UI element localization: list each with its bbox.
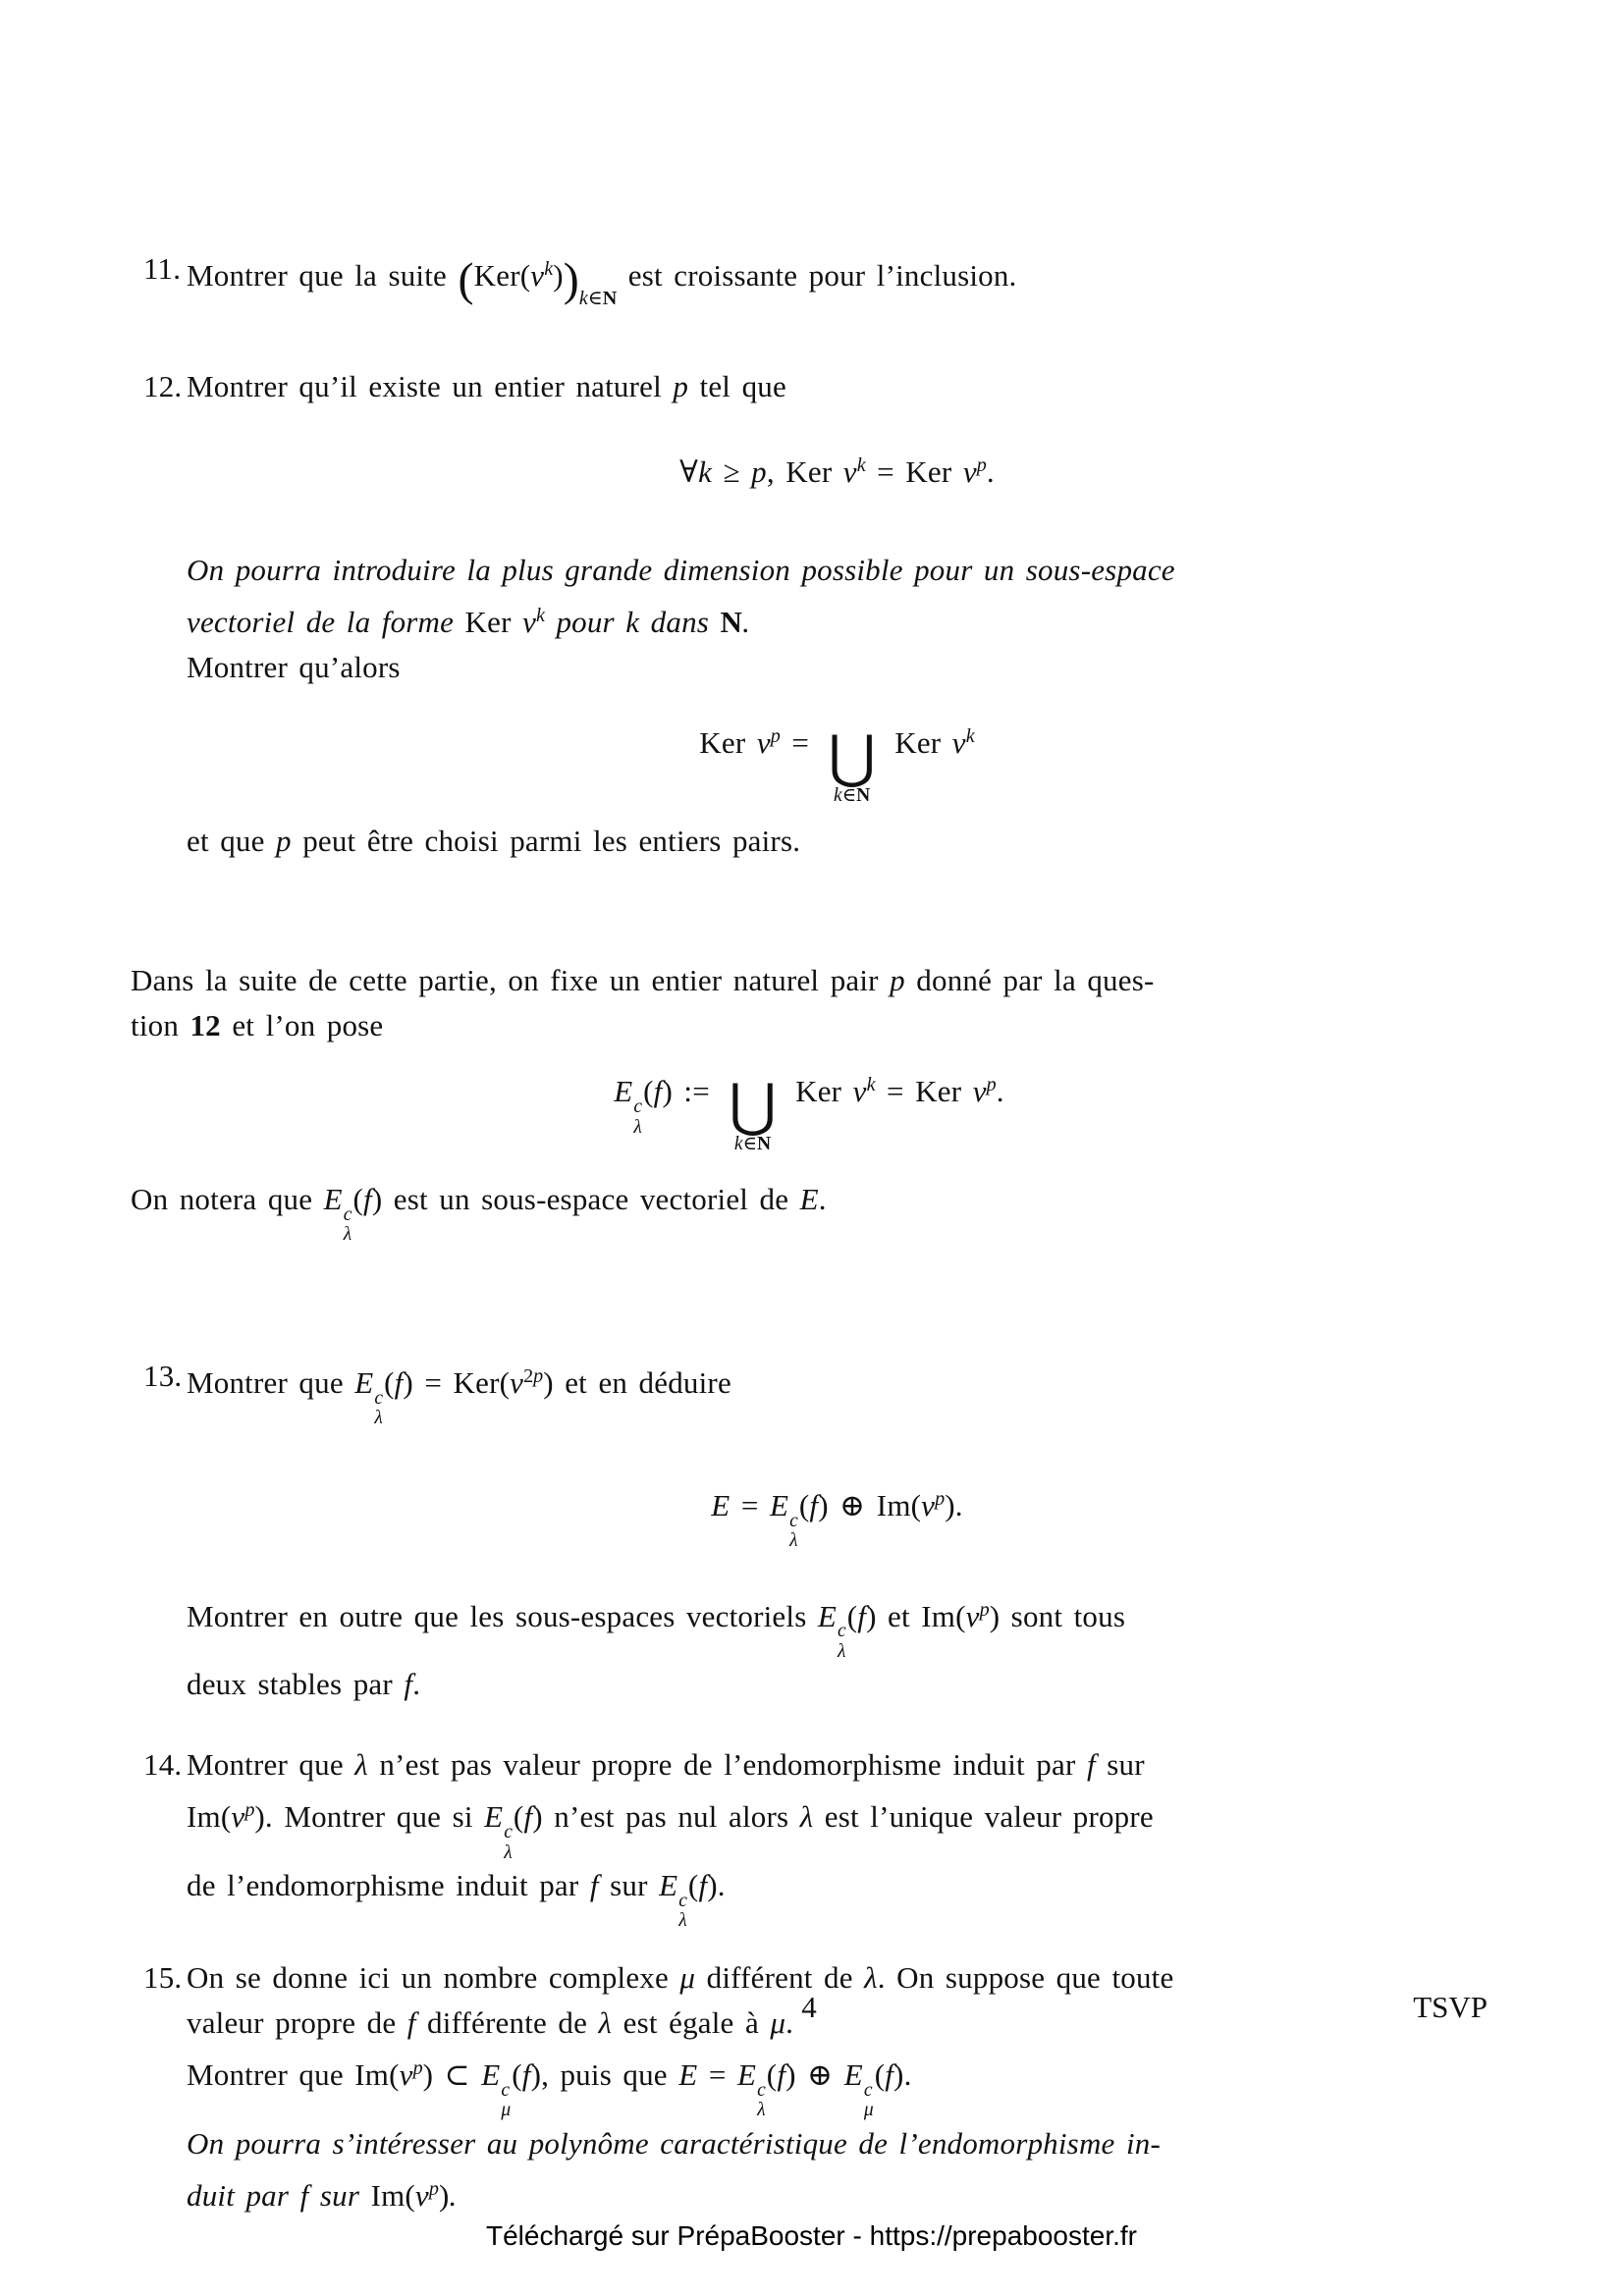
question-12 [131,364,1488,864]
page-footer-line [131,1985,1488,2030]
question-12-text: Montrer qu’il existe un entier naturel p tel que [187,369,786,404]
footer-credit: Téléchargé sur PrépaBooster - https://prepabooster.fr [485,2220,1138,2251]
question-13-number: 13. [143,1358,183,1393]
question-11-number: 11. [143,251,182,286]
question-14-text: Montrer que λ n’est pas valeur propre de l’endomorphisme induit par f sur $Im(v^p)$. Montrer que si E c λ (f) n’est pas nul alors λ est l’unique valeur propre de l’endomorphisme induit par f sur E c λ (f). [187,1747,1154,1932]
question-14-number: 14. [143,1747,183,1783]
question-14 [131,1742,1488,1932]
question-12-number: 12. [143,369,183,404]
text-block [131,0,1488,2218]
question-11-text: Montrer que la suite $(Ker(v^k))_{k\in N}$ est croissante pour l’inclusion. [187,253,1017,310]
note-paragraph: On notera que E c λ (f) est un sous-espace vectoriel de E. [131,1182,827,1246]
display-formula-definition: E c λ (f) := ⋃ k∈N Ker $v^k$ = Ker $v^p$. [614,1073,1004,1154]
question-13-tail: Montrer en outre que les sous-espaces vectoriels E c λ (f) et $Im(v^p)$ sont tous deux stables par f. [187,1598,1126,1702]
display-formula-kernel-union: Ker $v^p$ = ⋃ k∈N Ker $v^k$ [699,724,975,806]
question-11 [131,246,1488,321]
question-13 [131,1354,1488,1707]
page-number: 4 [801,1990,817,2024]
question-15-number: 15. [143,1959,183,1995]
intermediate-paragraph: Dans la suite de cette partie, on fixe un entier naturel pair p donné par la ques- tion 12 et l’on pose [131,963,1155,1043]
question-13-text: Montrer que E c λ $(f) = Ker(v^{2p})$ et en déduire [187,1364,731,1429]
question-15-text: On se donne ici un nombre complexe μ différent de λ. On suppose que toute valeur propre de f différente de λ est égale à μ. Montrer que $Im(v^p)$ ⊂ E c μ (f), puis que E = E c λ (f) ⊕ E c μ (f). On pourra s’intéresser au polynôme caractéristique de l’endomorphisme in- duit par f sur $Im(v^p)$. [187,1959,1174,2213]
tsvp-label: TSVP [1413,1990,1488,2024]
display-formula-direct-sum: E = E c λ (f) ⊕ $Im(v^p)$. [711,1487,963,1552]
question-12-hint: On pourra introduire la plus grande dimension possible pour un sous-espace vectoriel de la forme Ker $v^k$ pour k dans N. Montrer qu’alors [187,553,1175,685]
display-formula-forall: ∀k ≥ p, Ker $v^k$ = Ker $v^p$. [679,454,995,490]
question-12-tail: et que p peut être choisi parmi les entiers pairs. [187,824,801,859]
